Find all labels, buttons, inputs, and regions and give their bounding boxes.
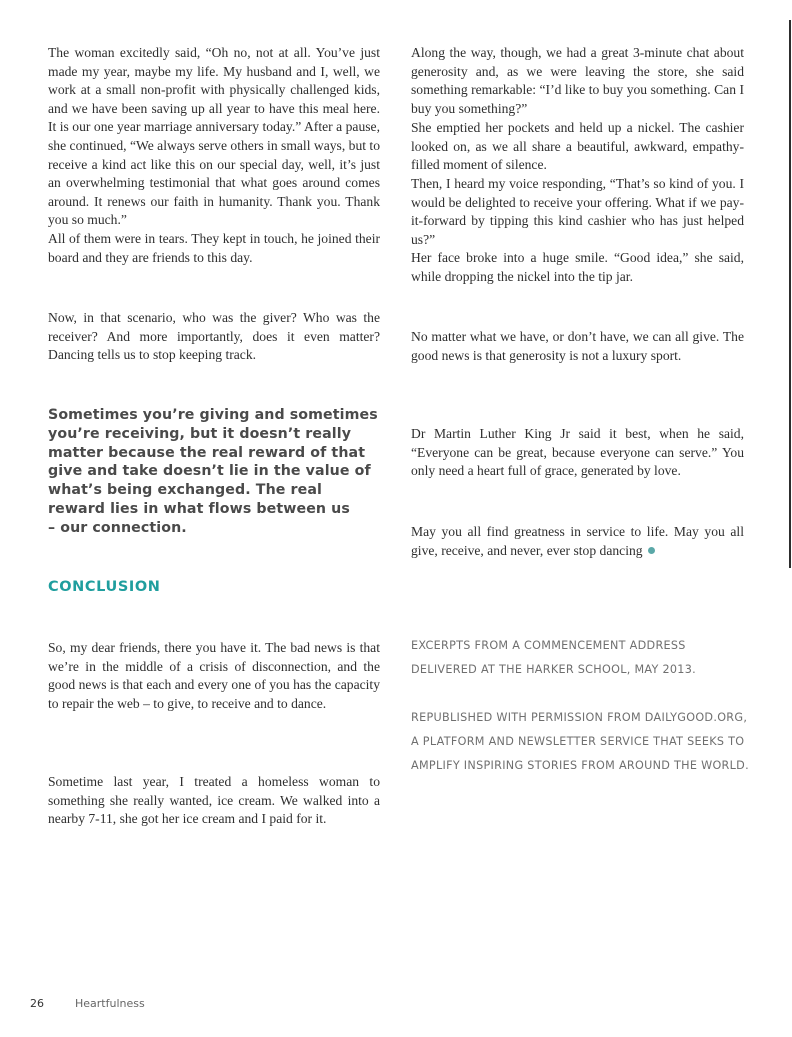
- left-paragraph-scenario: Now, in that scenario, who was the giver? Who was the receiver? And more importantly, does it even matter? Dancing tells us to stop keeping track.: [48, 310, 380, 363]
- end-mark-dot-icon: [648, 547, 655, 554]
- right-paragraph-nickel: She emptied her pockets and held up a nickel. The cashier looked on, as we all share a beautiful, awkward, empathy-filled moment of silence.: [411, 120, 744, 173]
- pull-quote: [48, 406, 380, 538]
- page-number: 26: [30, 997, 44, 1010]
- section-heading-conclusion: CONCLUSION: [48, 579, 161, 595]
- right-paragraph-give: No matter what we have, or don’t have, we can all give. The good news is that generosity is not a luxury sport.: [411, 329, 744, 363]
- magazine-name: Heartfulness: [75, 997, 145, 1010]
- pull-quote-main: Sometimes you’re giving and sometimes you’re receiving, but it doesn’t really matter because the real reward of that give and take doesn’t lie in the value of what’s being exchanged. The real reward lies in what flows between us: [48, 407, 378, 517]
- right-paragraph-chat: Along the way, though, we had a great 3-minute chat about generosity and, as we were leaving the store, she said something remarkable: “I’d like to buy you something. Can I buy you something?”: [411, 45, 744, 116]
- left-paragraph-tears: All of them were in tears. They kept in touch, he joined their board and they are friends to this day.: [48, 231, 380, 265]
- source-note-excerpt: EXCERPTS FROM A COMMENCEMENT ADDRESS DELIVERED AT THE HARKER SCHOOL, MAY 2013.: [411, 639, 697, 676]
- right-paragraph-closing: [411, 523, 744, 560]
- right-paragraph-smile: Her face broke into a huge smile. “Good idea,” she said, while dropping the nickel into the tip jar.: [411, 250, 744, 284]
- pull-quote-end: – our connection.: [48, 519, 187, 536]
- closing-text: May you all find greatness in service to life. May you all give, receive, and never, ever stop dancing: [411, 524, 744, 558]
- left-paragraph-friends: So, my dear friends, there you have it. The bad news is that we’re in the middle of a crisis of disconnection, and the good news is that each and every one of you has the capacity to repair the web – to give, to receive and to dance.: [48, 640, 380, 711]
- right-paragraph-mlk: Dr Martin Luther King Jr said it best, when he said, “Everyone can be great, because everyone can serve.” You only need a heart full of grace, generated by love.: [411, 426, 744, 479]
- source-note-republished: REPUBLISHED WITH PERMISSION FROM DAILYGOOD.ORG, A PLATFORM AND NEWSLETTER SERVICE THAT SEEKS TO AMPLIFY INSPIRING STORIES FROM AROUND THE WORLD.: [411, 711, 749, 772]
- left-paragraph-anniversary: The woman excitedly said, “Oh no, not at all. You’ve just made my year, maybe my life. My husband and I, well, we work at a small non-profit with physically challenged kids, and we have been saving up all year to have this meal here. It is our one year marriage anniversary today.” After a pause, she continued, “We always serve others in small ways, but to receive a kind act like this on our special day, well, it’s just an overwhelming testimonial that what goes around comes around. It renews our faith in humanity. Thank you. Thank you so much.”: [48, 45, 380, 228]
- left-paragraph-ice-cream: Sometime last year, I treated a homeless woman to something she really wanted, ice cream. We walked into a nearby 7-11, she got her ice cream and I paid for it.: [48, 774, 380, 827]
- right-paragraph-response: Then, I heard my voice responding, “That’s so kind of you. I would be delighted to receive your offering. What if we pay-it-forward by tipping this kind cashier who has just helped us?”: [411, 176, 744, 247]
- page-edge-divider: [789, 20, 791, 568]
